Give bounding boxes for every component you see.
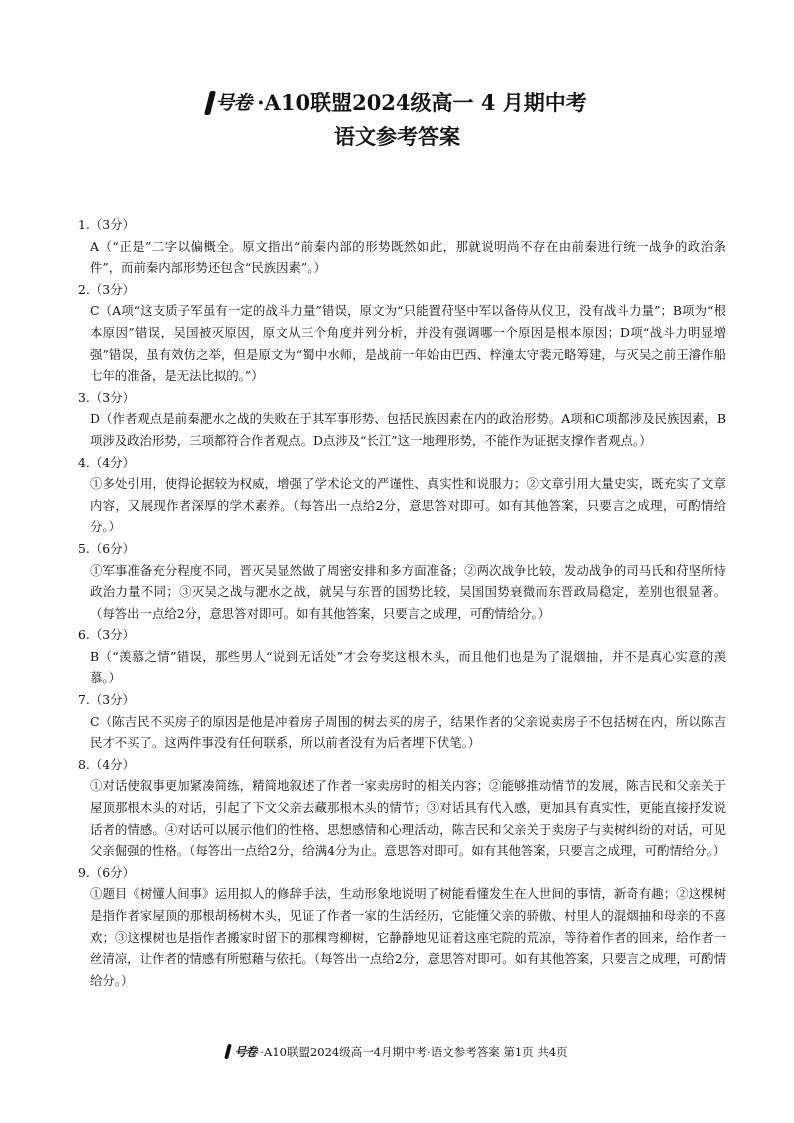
answer-text: ①题目《树懂人间事》运用拟人的修辞手法，生动形象地说明了树能看懂发生在人世间的事情，新奇有趣；②这棵树是指作者家屋顶的那根胡杨树木头，见证了作者一家的生活经历，它能懂父亲的骄傲、村里人的混烟抽和母亲的不喜欢；③这棵树也是指作者搬家时留下的那棵弯柳树，它静静地见证着这座宅院的荒凉，等待着作者的回来，给作者一丝清凉，让作者的情感有所慰藉与依托。（每答出一点给2分，意思答对即可。如有其他答案，只要言之成理，可酌情给分。） (90, 886, 726, 988)
answer-text: ①多处引用，使得论据较为权威，增强了学术论文的严谨性、真实性和说服力；②文章引用大量史实，既充实了文章内容，又展现作者深厚的学术素养。（每答出一点给2分，意思答对即可。如有其他答案，只要言之成理，可酌情给分。） (90, 476, 726, 535)
footer-brand-mark-icon (224, 1044, 232, 1059)
document-title (0, 88, 794, 118)
answer-text: ①军事准备充分程度不同，晋灭吴显然做了周密安排和多方面准备；②两次战争比较，发动战争的司马氏和苻坚所恃政治力量不同；③灭吴之战与淝水之战，就吴与东晋的国势比较，吴国国势衰微而东晋政局稳定，差别也很显著。（每答出一点给2分，意思答对即可。如有其他答案，只要言之成理，可酌情给分。） (90, 562, 726, 621)
question-item (78, 538, 726, 624)
footer-text: ·A10联盟2024级高一4月期中考·语文参考答案 第1页 共4页 (260, 1044, 568, 1059)
answer-text: ①对话使叙事更加紧凑简练，精简地叙述了作者一家卖房时的相关内容；②能够推动情节的发展，陈吉民和父亲关于屋顶那根木头的对话，引起了下文父亲去藏那根木头的情节；③对话具有代入感，更加具有真实性，更能直接抒发说话者的情感。④对话可以展示他们的性格、思想感情和心理活动，陈吉民和父亲关于卖房子与卖树纠纷的对话，可见父亲倔强的性格。（每答出一点给2分，给满4分为止。意思答对即可。如有其他答案，只要言之成理，可酌情给分。） (90, 778, 726, 859)
question-number: 5.（6分） (78, 540, 135, 556)
title-text: ·A10联盟2024级高一 4 月期中考 (257, 90, 587, 115)
question-number: 9.（6分） (78, 864, 135, 880)
answer-text: C（陈吉民不买房子的原因是他是冲着房子周围的树去买的房子，结果作者的父亲说卖房子不包括树在内，所以陈吉民才不买了。这两件事没有任何联系，所以前者没有为后者埋下伏笔。） (90, 713, 726, 751)
question-number: 4.（4分） (78, 454, 135, 470)
document-header (0, 88, 794, 152)
question-item (78, 862, 726, 992)
answer-text: C（A项“这支质子军虽有一定的战斗力量”错误，原文为“只能置苻坚中军以备侍从仪卫，没有战斗力量”；B项为“根本原因”错误，吴国被灭原因，原文从三个角度并列分析，并没有强调哪一个原因是根本原因；D项“战斗力明显增强”错误，虽有效仿之举，但是原文为“蜀中水师，是战前一年始由巴西、梓潼太守裴元略筹建，与灭吴之前王濬作船七年的准备，是无法比拟的。”） (90, 303, 726, 384)
question-item (78, 387, 726, 452)
brand-logo-text: 号卷 (215, 92, 252, 114)
question-item (78, 452, 726, 538)
question-item (78, 214, 726, 279)
brand-logo (207, 88, 251, 118)
question-number: 8.（4分） (78, 756, 135, 772)
question-number: 3.（3分） (78, 389, 135, 405)
question-item (78, 279, 726, 387)
answer-text: B（“羡慕之情”错误，那些男人“说到无话处”才会夸奖这根木头，而且他们也是为了混烟抽，并不是真心实意的羡慕。） (90, 648, 726, 686)
document-subtitle: 语文参考答案 (334, 124, 460, 149)
question-number: 7.（3分） (78, 692, 135, 708)
question-number: 2.（3分） (78, 281, 135, 297)
footer-logo-text: 号卷 (234, 1045, 257, 1059)
question-item (78, 689, 726, 754)
question-item (78, 624, 726, 689)
page-footer (0, 1043, 794, 1060)
question-number: 6.（3分） (78, 627, 135, 643)
answer-text: D（作者观点是前秦淝水之战的失败在于其军事形势、包括民族因素在内的政治形势。A项和C项都涉及民族因素，B项涉及政治形势，三项都符合作者观点。D点涉及“长江”这一地理形势，不能作为证据支撑作者观点。） (90, 411, 726, 448)
question-number: 1.（3分） (78, 217, 135, 232)
answer-text: A（“正是”二字以偏概全。原文指出“前秦内部的形势既然如此，那就说明尚不存在由前秦进行统一战争的政治条件”，而前秦内部形势还包含“民族因素”。） (90, 238, 726, 276)
answer-list (78, 214, 726, 991)
question-item (78, 754, 726, 862)
